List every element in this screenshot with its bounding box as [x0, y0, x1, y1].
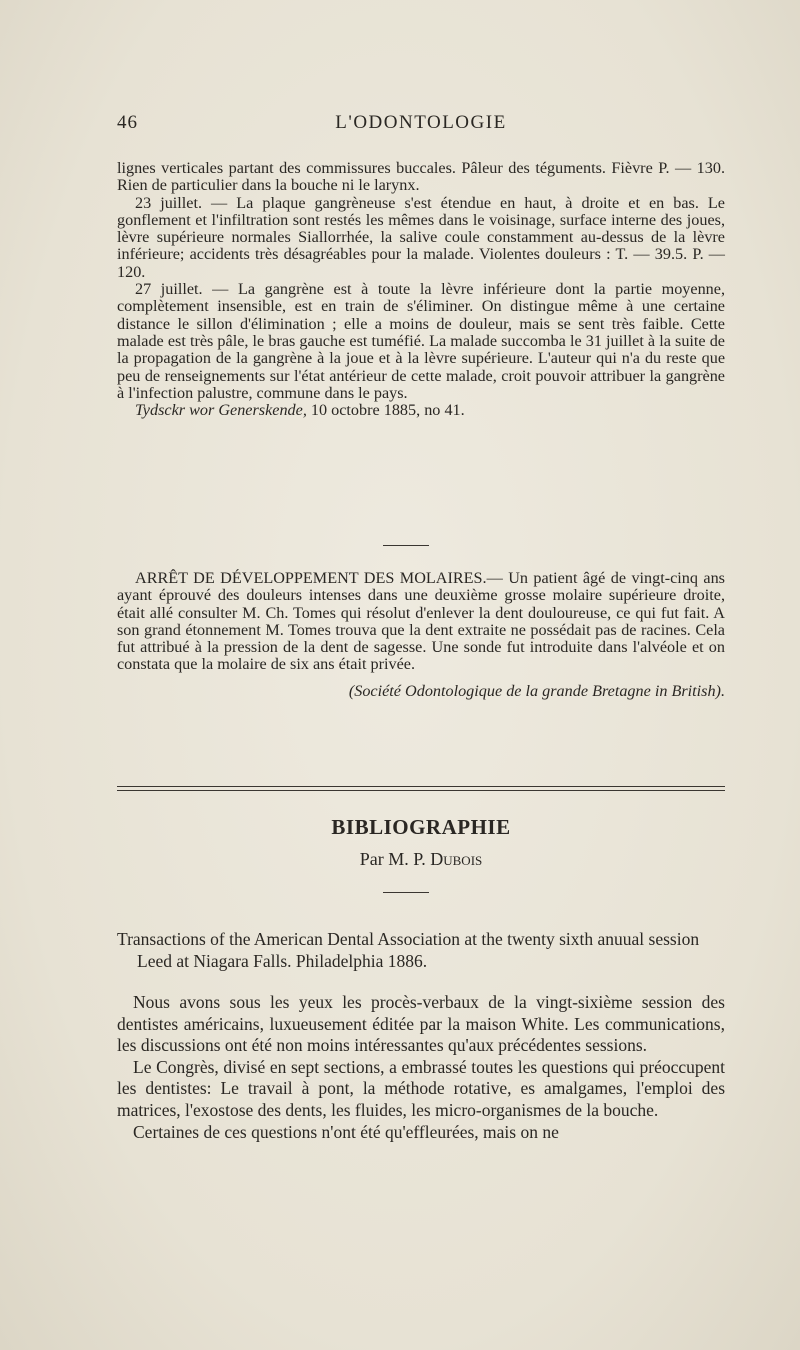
page-header	[117, 112, 725, 142]
molar-paragraph	[117, 570, 725, 674]
case-source-date: 10 octobre 1885, no 41.	[306, 401, 465, 420]
bibliography-paragraph-2: Le Congrès, divisé en sept sections, a embrassé toutes les questions qui préoccupent les dentistes: Le travail à pont, la méthode rotative, es amalgames, l'emploi des matrices, l'exostose des dents, les fluides, les micro-organismes de la bouche.	[117, 1056, 725, 1120]
running-title: L'ODONTOLOGIE	[335, 112, 507, 133]
case-report	[117, 160, 725, 419]
molar-title: ARRÊT DE DÉVELOPPEMENT DES MOLAIRES.	[135, 569, 487, 587]
case-source-journal: Tydsckr wor Generskende,	[135, 401, 307, 420]
page-number: 46	[117, 112, 138, 133]
bibliography-body	[117, 992, 725, 1143]
molar-report	[117, 570, 725, 700]
molar-source: (Société Odontologique de la grande Bretagne in British).	[348, 681, 725, 700]
bibliography-author	[117, 849, 725, 870]
double-rule	[117, 786, 725, 791]
bibliography-paragraph-3: Certaines de ces questions n'ont été qu'effleurées, mais on ne	[133, 1121, 559, 1142]
author-prefix: Par M. P.	[359, 849, 431, 869]
bibliography-divider	[383, 892, 429, 893]
bibliography-paragraph-1: Nous avons sous les yeux les procès-verbaux de la vingt-sixième session des dentistes américains, luxueusement éditée par la maison White. Les communications, les discussions ont été non moins intéressantes qu'aux précédentes sessions.	[117, 992, 725, 1056]
reference-text: Transactions of the American Dental Association at the twenty sixth anuual session Leed at Niagara Falls. Philadelphia 1886.	[117, 929, 700, 971]
molar-text: — Un patient âgé de vingt-cinq ans ayant éprouvé des douleurs intenses dans une deuxième grosse molaire supérieure droite, était allé consulter M. Ch. Tomes qui résolut d'enlever la dent douloureuse, ce qui fut fait. A son grand étonnement M. Tomes trouva que la dent extraite ne possédait pas de racines. Cela fut attribué à la pression de la dent de sagesse. Une sonde fut introduite dans l'alvéole et on constata que la molaire de six ans était privée.	[117, 569, 725, 674]
section-divider	[383, 545, 429, 546]
case-continuation: lignes verticales partant des commissures buccales. Pâleur des téguments. Fièvre P. — 130. Rien de particulier dans la bouche ni le larynx.	[117, 159, 725, 195]
bibliography-reference	[117, 928, 725, 972]
bibliography-title: BIBLIOGRAPHIE	[331, 815, 511, 839]
author-name: Dubois	[430, 849, 483, 869]
case-july-23: 23 juillet. — La plaque gangrèneuse s'est étendue en haut, à droite et en bas. Le gonflement et l'infiltration sont restés les mêmes dans le voisinage, surface interne des joues, lèvre supérieure normales Siallorrhée, la salive coule constamment au-dessus de la lèvre inférieure; accidents très désagréables pour la malade. Violentes douleurs : T. — 39.5. P. — 120.	[117, 193, 725, 281]
case-july-27: 27 juillet. — La gangrène est à toute la lèvre inférieure dont la partie moyenne, complètement insensible, est en train de s'éliminer. On distingue même à une certaine distance le sillon d'élimination ; elle a moins de douleur, mais se sent très faible. Cette malade est très pâle, le bras gauche est tuméfié. La malade succomba le 31 juillet à la suite de la propagation de la gangrène à la joue et à la lèvre supérieure. L'auteur qui n'a du reste que peu de renseignements sur l'état antérieur de cette malade, croit pouvoir attribuer la gangrène à l'infection palustre, commune dans le pays.	[117, 280, 725, 402]
case-source	[117, 402, 725, 419]
